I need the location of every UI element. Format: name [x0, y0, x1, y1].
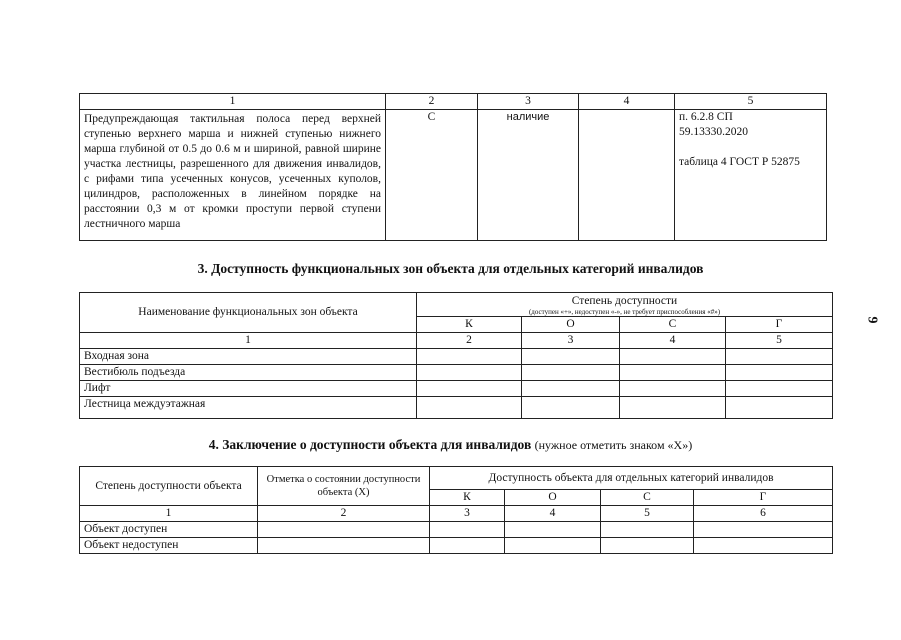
number-cell: 5	[601, 506, 694, 522]
number-cell: 2	[258, 506, 430, 522]
access-header: Доступность объекта для отдельных категорий инвалидов	[430, 467, 833, 490]
conclusion-label: Объект недоступен	[80, 538, 258, 554]
col-header-5: 5	[675, 94, 827, 110]
category-s: С	[601, 490, 694, 506]
number-cell: 6	[694, 506, 833, 522]
category-k: К	[430, 490, 505, 506]
degree-header: Степень доступности	[571, 295, 678, 307]
reference-line-1: п. 6.2.8 СП	[679, 111, 733, 123]
conclusion-label: Объект доступен	[80, 522, 258, 538]
zone-header: Наименование функциональных зон объекта	[80, 293, 417, 333]
table-row	[80, 538, 833, 554]
number-cell: 1	[80, 333, 417, 349]
category-g: Г	[726, 317, 833, 333]
section4-title: 4. Заключение о доступности объекта для инвалидов	[208, 437, 532, 452]
zone-name: Лифт	[80, 381, 417, 397]
col-header-1: 1	[80, 94, 386, 110]
table-row	[80, 381, 833, 397]
number-cell: 4	[505, 506, 601, 522]
requirement-col4	[579, 110, 675, 241]
page-number: 9	[864, 316, 880, 324]
col-header-4: 4	[579, 94, 675, 110]
number-cell: 1	[80, 506, 258, 522]
category-g: Г	[694, 490, 833, 506]
mark-header: Отметка о состоянии доступности объекта (Х)	[258, 467, 430, 506]
table-row	[80, 397, 833, 419]
category-o: О	[505, 490, 601, 506]
section4-title-note: (нужное отметить знаком «Х»)	[534, 438, 693, 452]
requirement-category: С	[386, 110, 478, 241]
table-row	[80, 522, 833, 538]
category-k: К	[417, 317, 522, 333]
table-row	[80, 349, 833, 365]
col-header-2: 2	[386, 94, 478, 110]
zone-name: Лестница междуэтажная	[80, 397, 417, 419]
col-header-3: 3	[478, 94, 579, 110]
degree-note: (доступен «+», недоступен «-», не требует приспособления «#»)	[528, 308, 721, 316]
degree-header-cell	[417, 293, 833, 317]
requirement-status: наличие	[478, 110, 579, 241]
section3-title: 3. Доступность функциональных зон объекта для отдельных категорий инвалидов	[197, 261, 704, 276]
zone-name: Вестибюль подъезда	[80, 365, 417, 381]
table-header-row	[80, 94, 827, 110]
requirements-table	[79, 93, 827, 241]
reference-line-3: таблица 4 ГОСТ Р 52875	[679, 156, 800, 168]
zone-name: Входная зона	[80, 349, 417, 365]
section4-heading	[0, 437, 901, 453]
requirement-description: Предупреждающая тактильная полоса перед верхней ступенью верхнего марша и нижней ступенью нижнего марша глубиной от 0.5 до 0.6 м и шириной, равной ширине участка лестницы, разрешенного для движения инвалидов, с рифами типа усеченных конусов, усеченных куполов, цилиндров, расположенных в линейном порядке на расстоянии 0,3 м от кромки проступи первой ступени лестничного марша	[80, 110, 386, 241]
number-cell: 2	[417, 333, 522, 349]
degree-object-header: Степень доступности объекта	[80, 467, 258, 506]
number-cell: 4	[620, 333, 726, 349]
table-row	[80, 110, 827, 241]
functional-zones-table	[79, 292, 833, 419]
number-cell: 3	[430, 506, 505, 522]
number-cell: 3	[522, 333, 620, 349]
reference-line-2: 59.13330.2020	[679, 126, 748, 138]
table-row	[80, 365, 833, 381]
number-cell: 5	[726, 333, 833, 349]
requirement-reference	[675, 110, 827, 241]
category-o: О	[522, 317, 620, 333]
conclusion-table	[79, 466, 833, 554]
category-s: С	[620, 317, 726, 333]
